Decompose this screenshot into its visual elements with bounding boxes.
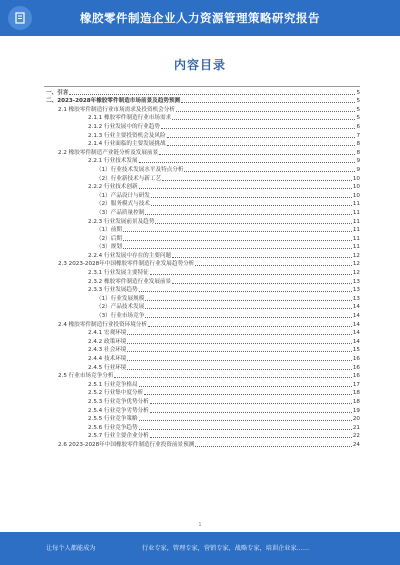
toc-entry[interactable] xyxy=(44,320,360,329)
toc-entry[interactable] xyxy=(44,346,360,355)
toc-entry-page: 12 xyxy=(352,252,360,259)
toc-entry-page: 5 xyxy=(356,89,360,96)
toc-entry-label: 2.1.1 橡胶零件制造行业市场需求 xyxy=(88,115,172,122)
toc-entry-page: 24 xyxy=(352,441,360,448)
toc-entry-label: 2.4.5 行业环境 xyxy=(88,364,127,371)
toc-entry[interactable] xyxy=(44,423,360,432)
toc-entry-label: 2.1.4 行业面临的主要发展挑战 xyxy=(88,141,166,148)
toc-entry-page: 10 xyxy=(352,175,360,182)
toc-entry-page: 6 xyxy=(356,123,360,130)
toc-entry-label: （3）规划 xyxy=(96,244,122,251)
toc-leader-dots xyxy=(167,136,356,138)
toc-entry-label: 2.4.1 宏观环境 xyxy=(88,330,127,337)
toc-entry-label: 2.6 2023-2028年中国橡胶零件制造行业投资前景预测 xyxy=(58,441,195,448)
toc-entry-label: 2.5.5 行业竞争策略 xyxy=(88,416,138,423)
toc-leader-dots xyxy=(195,264,352,266)
toc-leader-dots xyxy=(151,204,352,206)
toc-entry-label: 2.2 橡胶零件制造产业链分析及发展前景 xyxy=(58,149,159,156)
toc-leader-dots xyxy=(181,101,355,103)
toc-entry-page: 5 xyxy=(356,106,360,113)
toc-entry-label: 2.5.7 行业主要企业分析 xyxy=(88,433,149,440)
toc-leader-dots xyxy=(150,273,352,275)
toc-entry-page: 12 xyxy=(352,261,360,268)
toc-entry-page: 15 xyxy=(352,347,360,354)
toc-entry-page: 12 xyxy=(352,270,360,277)
toc-entry-label: 2.2.1 行业技术发展 xyxy=(88,158,138,165)
toc-leader-dots xyxy=(151,196,352,198)
toc-entry-label: 2.3 2023-2028年中国橡胶零件制造行业发展趋势分析 xyxy=(58,261,195,268)
toc-entry[interactable] xyxy=(44,88,360,97)
toc-entry-page: 18 xyxy=(352,390,360,397)
toc-leader-dots xyxy=(139,161,356,163)
toc-entry-label: 2.3.2 橡胶零件制造行业发展前景 xyxy=(88,278,172,285)
toc-entry[interactable] xyxy=(44,114,360,123)
toc-leader-dots xyxy=(150,436,352,438)
report-title: 橡胶零件制造企业人力资源管理策略研究报告 xyxy=(80,11,320,25)
toc-entry-label: 2.5.3 行业竞争优势分析 xyxy=(88,398,149,405)
toc-entry-page: 14 xyxy=(352,313,360,320)
toc-leader-dots xyxy=(114,376,351,378)
toc-entry-page: 16 xyxy=(352,373,360,380)
toc-entry-page: 11 xyxy=(352,209,360,216)
toc-entry-label: 2.4.4 技术环境 xyxy=(88,356,127,362)
toc-entry[interactable] xyxy=(44,260,360,269)
toc-entry[interactable] xyxy=(44,380,360,389)
toc-entry[interactable] xyxy=(44,148,360,157)
toc-entry-label: （1）前期 xyxy=(96,227,122,234)
toc-entry[interactable] xyxy=(44,311,360,320)
toc-entry-label: 2.2.3 行业发展前景及趋势 xyxy=(88,218,155,225)
toc-entry-label: （2）行业新技术与新工艺 xyxy=(96,175,162,182)
toc-entry-page: 22 xyxy=(352,433,360,440)
toc-entry-label: （3）产品质量控制 xyxy=(96,209,145,216)
toc-entry[interactable] xyxy=(44,277,360,286)
toc-entry-label: 2.5.6 行业竞争趋势 xyxy=(88,424,138,431)
toc-leader-dots xyxy=(184,170,355,172)
toc-entry-page: 14 xyxy=(352,321,360,328)
toc-entry[interactable] xyxy=(44,191,360,200)
toc-entry-page: 14 xyxy=(352,338,360,345)
toc-entry-page: 16 xyxy=(352,364,360,371)
page-number: 1 xyxy=(198,522,202,528)
toc-entry[interactable] xyxy=(44,354,360,363)
toc-entry-label: 2.2.4 行业发展中存在的主要问题 xyxy=(88,252,172,259)
toc-entry[interactable] xyxy=(44,432,360,441)
toc-leader-dots xyxy=(139,187,352,189)
toc-entry-label: 2.3.1 行业发展主要特征 xyxy=(88,270,149,277)
toc-heading: 内容目录 xyxy=(173,58,226,72)
footer-bar xyxy=(0,532,400,565)
toc-entry-label: 2.3.3 行业发展趋势 xyxy=(88,287,138,294)
toc-entry-page: 18 xyxy=(352,398,360,405)
toc-leader-dots xyxy=(144,393,352,395)
toc-leader-dots xyxy=(127,368,351,370)
toc-entry-label: （3）行业市场竞争 xyxy=(96,313,145,320)
toc-entry-page: 13 xyxy=(352,278,360,285)
toc-leader-dots xyxy=(127,359,351,361)
toc-entry-label: 2.1 橡胶零件制造行业市场需求及投资机会分析 xyxy=(58,106,175,113)
toc-entry-page: 10 xyxy=(352,192,360,199)
toc-entry-page: 11 xyxy=(352,227,360,234)
toc-entry-label: （1）行业技术发展水平及特点分析 xyxy=(96,166,184,173)
toc-leader-dots xyxy=(69,93,355,95)
toc-entry-label: 2.1.2 行业发展中的行业趋势 xyxy=(88,123,160,130)
toc-entry-label: 2.4.2 政策环境 xyxy=(88,338,127,345)
toc-top-rule xyxy=(44,86,360,87)
toc-entry-page: 14 xyxy=(352,330,360,337)
toc-leader-dots xyxy=(139,385,352,387)
toc-entry-page: 5 xyxy=(356,98,360,105)
toc-entry-label: （2）产品技术发展 xyxy=(96,304,145,311)
toc-entry-page: 10 xyxy=(352,184,360,191)
toc-entry[interactable] xyxy=(44,286,360,295)
toc-leader-dots xyxy=(150,411,352,413)
toc-entry-label: 2.4.3 社会环境 xyxy=(88,347,127,354)
toc-leader-dots xyxy=(127,333,351,335)
toc-entry[interactable] xyxy=(44,397,360,406)
toc-entry[interactable] xyxy=(44,226,360,235)
toc-leader-dots xyxy=(127,350,351,352)
toc-entry[interactable] xyxy=(44,122,360,131)
toc-entry-page: 11 xyxy=(352,235,360,242)
toc-leader-dots xyxy=(148,325,352,327)
toc-entry[interactable] xyxy=(44,165,360,174)
toc-entry-page: 21 xyxy=(352,424,360,431)
toc-entry-page: 11 xyxy=(352,218,360,225)
toc-entry-label: （1）行业发展规模 xyxy=(96,295,145,302)
toc-leader-dots xyxy=(139,290,352,292)
toc-entry[interactable] xyxy=(44,208,360,217)
toc-entry-label: 2.5.2 行业集中度分析 xyxy=(88,390,144,397)
toc-entry[interactable] xyxy=(44,372,360,381)
toc-entry[interactable] xyxy=(44,406,360,415)
toc-entry-page: 11 xyxy=(352,201,360,208)
toc-entry[interactable] xyxy=(44,131,360,140)
toc-entry-page: 9 xyxy=(356,166,360,173)
toc-entry[interactable] xyxy=(44,105,360,114)
toc-entry[interactable] xyxy=(44,303,360,312)
toc-leader-dots xyxy=(139,428,352,430)
footer-lead: 让每个人都能成为 xyxy=(46,545,96,552)
toc-entry-page: 7 xyxy=(356,132,360,139)
toc-entry[interactable] xyxy=(44,251,360,260)
toc-entry[interactable] xyxy=(44,243,360,252)
toc-leader-dots xyxy=(161,127,355,129)
toc-leader-dots xyxy=(176,110,355,112)
toc-entry[interactable] xyxy=(44,234,360,243)
toc-entry-label: 二、2023-2028年橡胶零件制造市场前景及趋势预测 xyxy=(46,98,181,105)
toc-entry[interactable] xyxy=(44,337,360,346)
toc-entry-page: 19 xyxy=(352,407,360,414)
toc-entry-page: 13 xyxy=(352,295,360,302)
toc-entry-page: 17 xyxy=(352,381,360,388)
toc-entry[interactable] xyxy=(44,389,360,398)
toc-entry[interactable] xyxy=(44,157,360,166)
document-icon xyxy=(8,6,32,30)
toc-entry-page: 9 xyxy=(356,158,360,165)
toc-entry-page: 5 xyxy=(356,115,360,122)
toc-leader-dots xyxy=(172,256,352,258)
toc-leader-dots xyxy=(145,307,352,309)
toc-entry[interactable] xyxy=(44,200,360,209)
toc-leader-dots xyxy=(159,153,355,155)
toc-entry-label: （2）后期 xyxy=(96,235,122,242)
toc-entry-page: 16 xyxy=(352,356,360,362)
toc-leader-dots xyxy=(172,282,352,284)
toc-leader-dots xyxy=(145,213,352,215)
toc-entry[interactable] xyxy=(44,294,360,303)
toc-leader-dots xyxy=(127,342,351,344)
toc-entry-page: 13 xyxy=(352,287,360,294)
table-of-contents xyxy=(44,88,360,449)
toc-entry-page: 11 xyxy=(352,244,360,251)
toc-entry[interactable] xyxy=(44,217,360,226)
toc-entry-page: 8 xyxy=(356,141,360,148)
toc-leader-dots xyxy=(162,179,352,181)
toc-entry-label: 2.2.2 行业技术创新 xyxy=(88,184,138,191)
toc-entry-label: 一、引言 xyxy=(46,89,69,96)
toc-leader-dots xyxy=(155,222,352,224)
toc-leader-dots xyxy=(145,316,352,318)
toc-entry[interactable] xyxy=(44,415,360,424)
toc-entry[interactable] xyxy=(44,174,360,183)
toc-entry-label: 2.4 橡胶零件制造行业投资环境分析 xyxy=(58,321,147,328)
toc-entry-label: （1）产品设计与研发 xyxy=(96,192,150,199)
toc-entry-label: 2.5 行业市场竞争分析 xyxy=(58,373,114,380)
toc-entry-label: 2.5.1 行业竞争格局 xyxy=(88,381,138,388)
toc-entry[interactable] xyxy=(44,363,360,372)
toc-leader-dots xyxy=(123,247,352,249)
toc-leader-dots xyxy=(150,402,352,404)
toc-entry[interactable] xyxy=(44,440,360,449)
toc-entry-label: 2.1.3 行业主要投资机会及风险 xyxy=(88,132,166,139)
toc-leader-dots xyxy=(123,239,352,241)
footer-tags: 行业专家，管理专家，营销专家，战略专家，培训企业家…… xyxy=(142,545,310,552)
toc-entry-page: 14 xyxy=(352,304,360,311)
toc-entry[interactable] xyxy=(44,268,360,277)
toc-leader-dots xyxy=(145,299,352,301)
report-header-bar xyxy=(0,0,400,36)
toc-entry-page: 8 xyxy=(356,149,360,156)
toc-entry[interactable] xyxy=(44,140,360,149)
toc-entry-label: （2）服务模式与技术 xyxy=(96,201,150,208)
toc-leader-dots xyxy=(195,445,352,447)
toc-leader-dots xyxy=(167,144,356,146)
toc-entry[interactable] xyxy=(44,329,360,338)
toc-entry-label: 2.5.4 行业竞争劣势分析 xyxy=(88,407,149,414)
toc-leader-dots xyxy=(123,230,352,232)
toc-entry[interactable] xyxy=(44,97,360,106)
toc-entry[interactable] xyxy=(44,183,360,192)
toc-leader-dots xyxy=(172,118,355,120)
toc-leader-dots xyxy=(139,419,352,421)
toc-entry-page: 20 xyxy=(352,416,360,423)
